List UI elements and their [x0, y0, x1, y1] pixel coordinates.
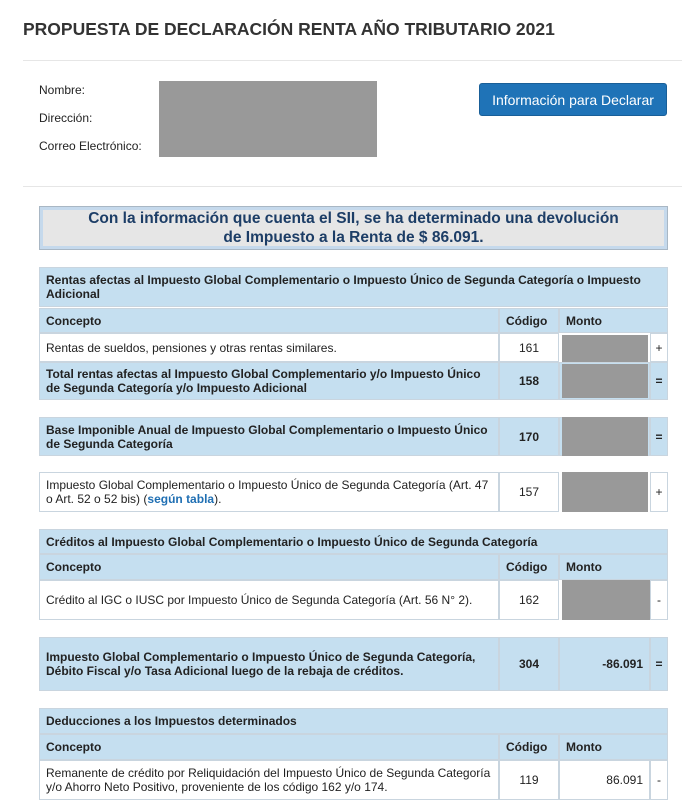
row-119-sign: -: [650, 760, 668, 800]
divider: [23, 186, 682, 187]
row-157-concept: [39, 472, 499, 512]
address-label: Dirección:: [39, 111, 93, 125]
row-157-code: 157: [499, 472, 559, 512]
name-label: Nombre:: [39, 83, 86, 97]
row-157-sign: +: [650, 472, 668, 512]
refund-banner-line1: Con la información que cuenta el SII, se ha determinado una devolución: [88, 210, 619, 227]
redacted-amount-170: [562, 417, 648, 456]
section-title-rentas-text: Rentas afectas al Impuesto Global Complementario o Impuesto Único de Segunda Categoría o Impuesto Adicional: [46, 273, 641, 301]
info-to-declare-button[interactable]: Información para Declarar: [479, 83, 667, 116]
section-title-rentas: [39, 267, 668, 307]
header-concept: Concepto: [39, 308, 499, 333]
page-title: PROPUESTA DE DECLARACIÓN RENTA AÑO TRIBUTARIO 2021: [23, 19, 555, 39]
redacted-amount-157: [562, 472, 648, 512]
row-158-code: 158: [499, 362, 559, 400]
row-304-amount: -86.091: [559, 637, 650, 691]
row-157-concept-prefix: Impuesto Global Complementario o Impuesto Único de Segunda Categoría (Art. 47 o Art. 52 o 52 bis) (: [46, 478, 489, 506]
header-amount-2: Monto: [559, 554, 668, 580]
row-158-sign: =: [650, 362, 668, 400]
row-161-concept: Rentas de sueldos, pensiones y otras rentas similares.: [39, 333, 499, 362]
refund-banner: [39, 206, 668, 250]
row-161-sign: +: [650, 333, 668, 362]
segun-tabla-link[interactable]: según tabla: [147, 492, 215, 506]
row-119-concept: Remanente de crédito por Reliquidación del Impuesto Único de Segunda Categoría y/o Ahorro Neto Positivo, proveniente de los código 162 y/o 174.: [39, 760, 499, 800]
header-concept-3: Concepto: [39, 734, 499, 760]
row-304-code: 304: [499, 637, 559, 691]
row-162-concept: Crédito al IGC o IUSC por Impuesto Único de Segunda Categoría (Art. 56 N° 2).: [39, 580, 499, 620]
row-170-code: 170: [499, 417, 559, 456]
redacted-amount-158: [562, 364, 648, 398]
row-119-amount: 86.091: [559, 760, 650, 800]
row-170-sign: =: [650, 417, 668, 456]
redacted-taxpayer-info: [159, 81, 377, 157]
header-code-3: Código: [499, 734, 559, 760]
section-title-creditos: Créditos al Impuesto Global Complementario o Impuesto Único de Segunda Categoría: [39, 529, 668, 554]
section-title-deducciones: Deducciones a los Impuestos determinados: [39, 708, 668, 734]
row-304-concept: Impuesto Global Complementario o Impuesto Único de Segunda Categoría, Débito Fiscal y/o Tasa Adicional luego de la rebaja de créditos.: [39, 637, 499, 691]
header-code: Código: [499, 308, 559, 333]
header-concept-2: Concepto: [39, 554, 499, 580]
refund-banner-text: [43, 210, 664, 246]
row-304-sign: =: [650, 637, 668, 691]
row-162-sign: -: [650, 580, 668, 620]
row-157-concept-suffix: ).: [214, 492, 222, 506]
row-158-concept: Total rentas afectas al Impuesto Global Complementario y/o Impuesto Único de Segunda Categoría y/o Impuesto Adicional: [39, 362, 499, 400]
row-162-code: 162: [499, 580, 559, 620]
row-119-code: 119: [499, 760, 559, 800]
refund-banner-line2: de Impuesto a la Renta de $ 86.091.: [223, 229, 484, 246]
header-amount: Monto: [559, 308, 668, 333]
email-label: Correo Electrónico:: [39, 139, 142, 153]
redacted-amount-162: [562, 580, 650, 620]
divider: [23, 60, 682, 61]
row-161-code: 161: [499, 333, 559, 362]
header-amount-3: Monto: [559, 734, 668, 760]
header-code-2: Código: [499, 554, 559, 580]
row-157-concept-text: [46, 478, 492, 506]
row-170-concept: Base Imponible Anual de Impuesto Global Complementario o Impuesto Único de Segunda Categoría: [39, 417, 499, 456]
